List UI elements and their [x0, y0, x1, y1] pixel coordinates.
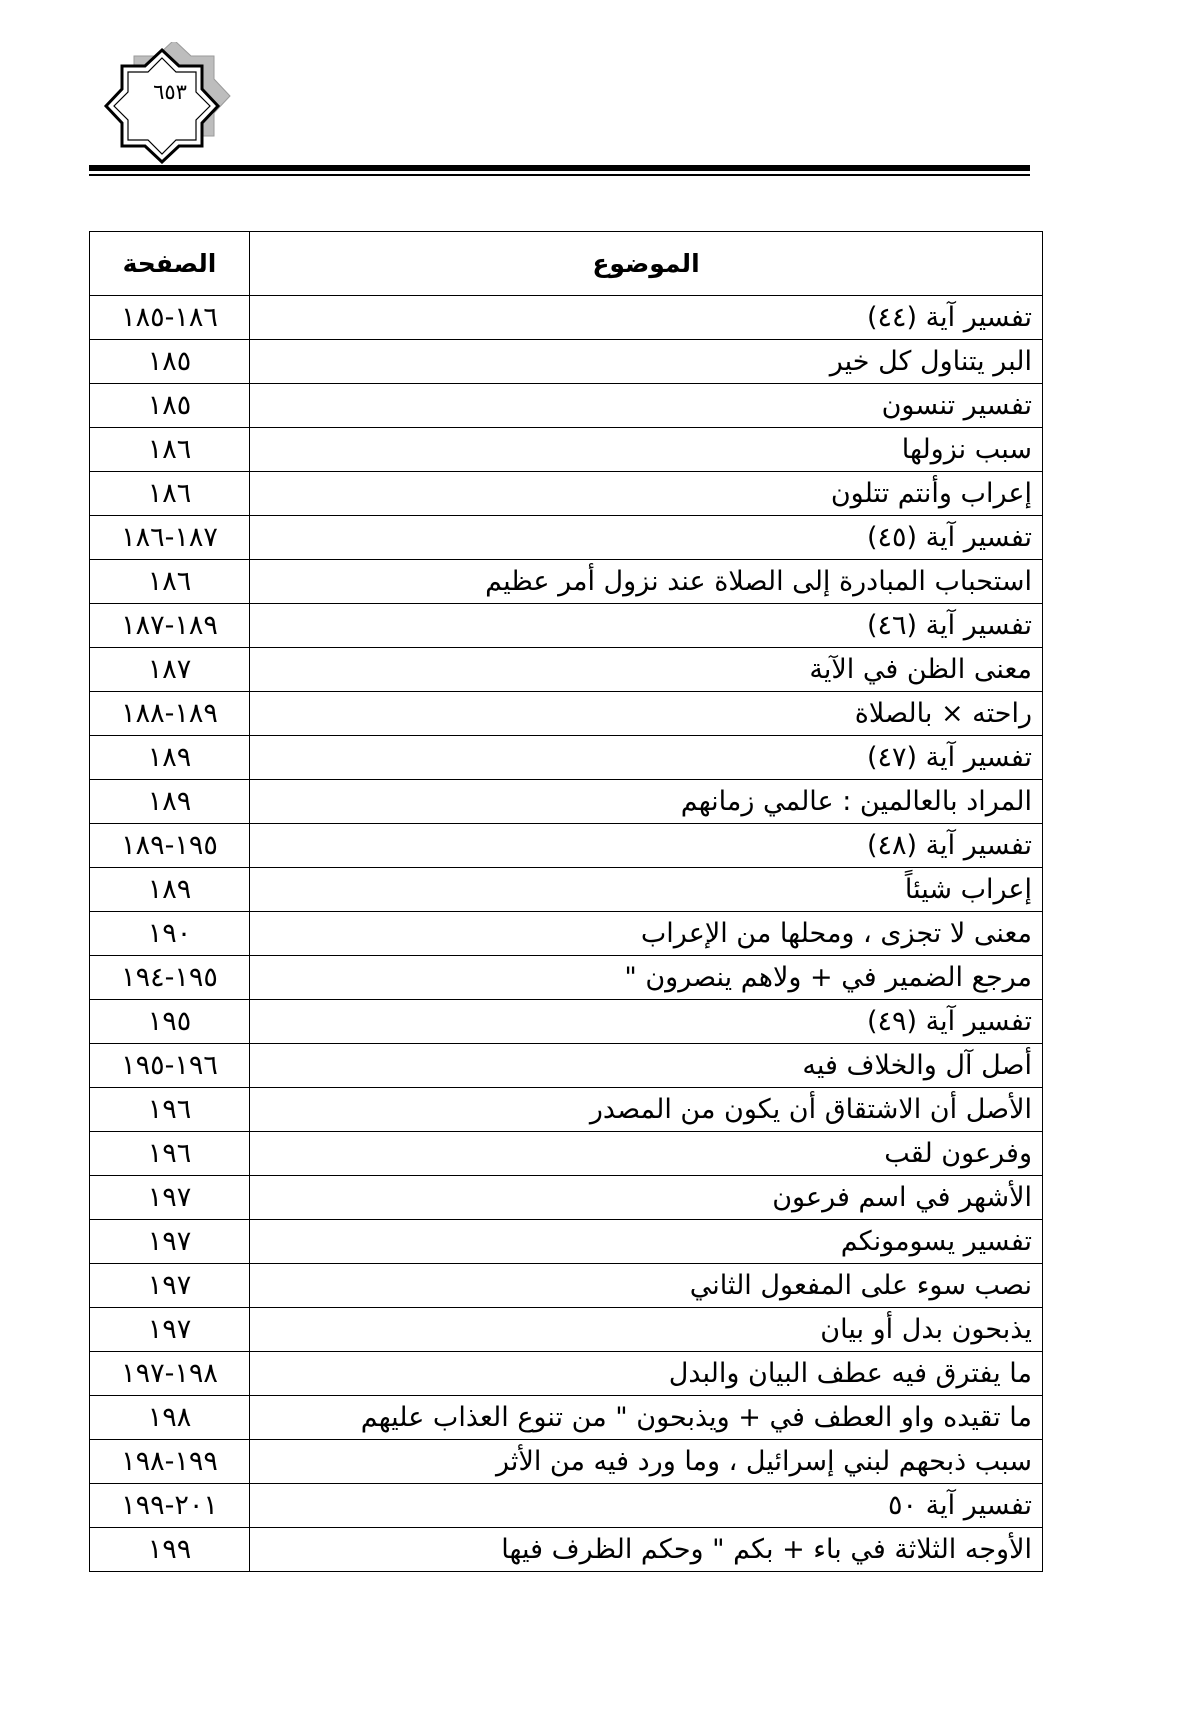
- page-cell: ١٨٦: [90, 472, 250, 516]
- table-row: [90, 604, 1043, 648]
- topic-cell: معنى لا تجزى ، ومحلها من الإعراب: [250, 912, 1043, 956]
- topic-cell: تفسير آية (٤٨): [250, 824, 1043, 868]
- topic-cell: سبب ذبحهم لبني إسرائيل ، وما ورد فيه من الأثر: [250, 1440, 1043, 1484]
- page-cell: ١٩٧: [90, 1220, 250, 1264]
- column-header-page: الصفحة: [90, 232, 250, 296]
- topic-cell: نصب سوء على المفعول الثاني: [250, 1264, 1043, 1308]
- column-header-topic: الموضوع: [250, 232, 1043, 296]
- page-cell: ٢٠١-١٩٩: [90, 1484, 250, 1528]
- page-cell: ١٨٩-١٨٧: [90, 604, 250, 648]
- page-cell: ١٩٦: [90, 1088, 250, 1132]
- topic-cell: مرجع الضمير في + ولاهم ينصرون ": [250, 956, 1043, 1000]
- page-number: ٦٥٣: [153, 80, 187, 104]
- table-row: [90, 1352, 1043, 1396]
- header-rule-thick: [89, 165, 1030, 171]
- page-cell: ١٨٩-١٨٨: [90, 692, 250, 736]
- topic-cell: تفسير آية (٤٩): [250, 1000, 1043, 1044]
- page-cell: ١٩٦: [90, 1132, 250, 1176]
- table-body: [90, 296, 1043, 1572]
- page-cell: ١٩٩-١٩٨: [90, 1440, 250, 1484]
- table-row: [90, 868, 1043, 912]
- page-cell: ١٨٩: [90, 780, 250, 824]
- page-number-badge: [100, 42, 240, 164]
- page-cell: ١٩٧: [90, 1176, 250, 1220]
- page-cell: ١٨٧-١٨٦: [90, 516, 250, 560]
- topic-cell: الأوجه الثلاثة في باء + بكم " وحكم الظرف فيها: [250, 1528, 1043, 1572]
- topic-cell: يذبحون بدل أو بيان: [250, 1308, 1043, 1352]
- header-rule-thin: [89, 174, 1030, 176]
- page-cell: ١٩٩: [90, 1528, 250, 1572]
- page-cell: ١٨٩: [90, 868, 250, 912]
- table-row: [90, 472, 1043, 516]
- page-cell: ١٩٥-١٩٤: [90, 956, 250, 1000]
- table-row: [90, 1264, 1043, 1308]
- index-table: [89, 231, 1043, 1572]
- table-row: [90, 1176, 1043, 1220]
- topic-cell: إعراب شيئاً: [250, 868, 1043, 912]
- topic-cell: راحته × بالصلاة: [250, 692, 1043, 736]
- page-cell: ١٨٧: [90, 648, 250, 692]
- table-row: [90, 516, 1043, 560]
- page-cell: ١٨٥: [90, 340, 250, 384]
- table-row: [90, 824, 1043, 868]
- topic-cell: الأصل أن الاشتقاق أن يكون من المصدر: [250, 1088, 1043, 1132]
- page-cell: ١٨٥: [90, 384, 250, 428]
- topic-cell: استحباب المبادرة إلى الصلاة عند نزول أمر عظيم: [250, 560, 1043, 604]
- topic-cell: إعراب وأنتم تتلون: [250, 472, 1043, 516]
- topic-cell: تفسير آية (٤٧): [250, 736, 1043, 780]
- topic-cell: سبب نزولها: [250, 428, 1043, 472]
- topic-cell: الأشهر في اسم فرعون: [250, 1176, 1043, 1220]
- topic-cell: وفرعون لقب: [250, 1132, 1043, 1176]
- table-row: [90, 384, 1043, 428]
- topic-cell: تفسير آية (٤٥): [250, 516, 1043, 560]
- table-row: [90, 1440, 1043, 1484]
- table-row: [90, 1528, 1043, 1572]
- topic-cell: البر يتناول كل خير: [250, 340, 1043, 384]
- page-cell: ١٩٧: [90, 1308, 250, 1352]
- page-cell: ١٩٥: [90, 1000, 250, 1044]
- topic-cell: أصل آل والخلاف فيه: [250, 1044, 1043, 1088]
- topic-cell: معنى الظن في الآية: [250, 648, 1043, 692]
- page-cell: ١٩٨-١٩٧: [90, 1352, 250, 1396]
- table-row: [90, 1484, 1043, 1528]
- topic-cell: تفسير تنسون: [250, 384, 1043, 428]
- page-cell: ١٨٦: [90, 560, 250, 604]
- page-cell: ١٩٦-١٩٥: [90, 1044, 250, 1088]
- table-row: [90, 560, 1043, 604]
- table-row: [90, 1220, 1043, 1264]
- page-cell: ١٨٦-١٨٥: [90, 296, 250, 340]
- table-row: [90, 428, 1043, 472]
- table-row: [90, 736, 1043, 780]
- topic-cell: تفسير يسومونكم: [250, 1220, 1043, 1264]
- topic-cell: تفسير آية ٥٠: [250, 1484, 1043, 1528]
- topic-cell: ما يفترق فيه عطف البيان والبدل: [250, 1352, 1043, 1396]
- page-cell: ١٩٠: [90, 912, 250, 956]
- page-cell: ١٩٥-١٨٩: [90, 824, 250, 868]
- table-row: [90, 1044, 1043, 1088]
- table-row: [90, 692, 1043, 736]
- topic-cell: تفسير آية (٤٦): [250, 604, 1043, 648]
- page-cell: ١٨٦: [90, 428, 250, 472]
- table-row: [90, 296, 1043, 340]
- table-row: [90, 912, 1043, 956]
- page-cell: ١٩٧: [90, 1264, 250, 1308]
- table-row: [90, 1132, 1043, 1176]
- table-row: [90, 1088, 1043, 1132]
- topic-cell: ما تقيده واو العطف في + ويذبحون " من تنوع العذاب عليهم: [250, 1396, 1043, 1440]
- table-row: [90, 340, 1043, 384]
- topic-cell: تفسير آية (٤٤): [250, 296, 1043, 340]
- table-row: [90, 648, 1043, 692]
- table-row: [90, 1308, 1043, 1352]
- table-header-row: [90, 232, 1043, 296]
- table-row: [90, 1000, 1043, 1044]
- table-row: [90, 780, 1043, 824]
- page-cell: ١٨٩: [90, 736, 250, 780]
- page-cell: ١٩٨: [90, 1396, 250, 1440]
- table-row: [90, 956, 1043, 1000]
- table-row: [90, 1396, 1043, 1440]
- topic-cell: المراد بالعالمين : عالمي زمانهم: [250, 780, 1043, 824]
